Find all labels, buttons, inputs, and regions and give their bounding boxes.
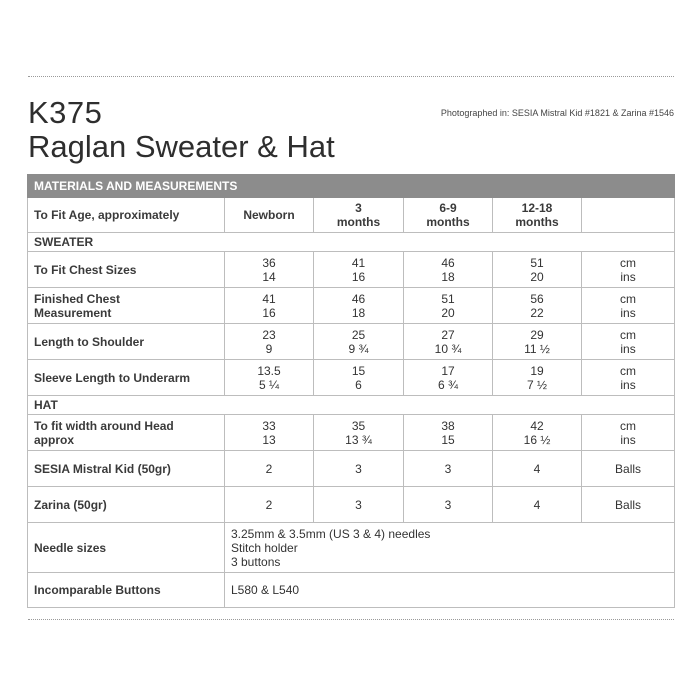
value-cell: 35 13 ¾	[314, 415, 404, 451]
value-cell: 25 9 ¾	[314, 324, 404, 360]
row-label: Length to Shoulder	[28, 324, 225, 360]
bottom-dotted-divider	[28, 619, 674, 620]
table-row	[28, 288, 675, 324]
unit-cell: Balls	[582, 451, 675, 487]
row-label: Sleeve Length to Underarm	[28, 360, 225, 396]
row-label: SESIA Mistral Kid (50gr)	[28, 451, 225, 487]
value-cell: 2	[225, 451, 314, 487]
value-cell: 51 20	[404, 288, 493, 324]
value-cell: 17 6 ¾	[404, 360, 493, 396]
row-label: Zarina (50gr)	[28, 487, 225, 523]
value-cell: 41 16	[314, 252, 404, 288]
value-cell: 36 14	[225, 252, 314, 288]
unit-header	[582, 198, 675, 233]
table-row	[28, 415, 675, 451]
table-band	[28, 175, 675, 198]
row-label: To fit width around Head approx	[28, 415, 225, 451]
value-cell: 4	[493, 487, 582, 523]
value-cell: 3	[314, 487, 404, 523]
row-label: To Fit Chest Sizes	[28, 252, 225, 288]
value-cell: 42 16 ½	[493, 415, 582, 451]
buttons-row	[28, 573, 675, 608]
value-cell: 41 16	[225, 288, 314, 324]
unit-cell: cm ins	[582, 415, 675, 451]
section-title-hat: HAT	[28, 396, 675, 415]
section-title-sweater: SWEATER	[28, 233, 675, 252]
value-cell: 29 11 ½	[493, 324, 582, 360]
needle-row	[28, 523, 675, 573]
table-row	[28, 451, 675, 487]
value-cell: 3	[404, 487, 493, 523]
materials-table	[27, 174, 675, 608]
value-cell: 3	[314, 451, 404, 487]
age-label: To Fit Age, approximately	[28, 198, 225, 233]
photographed-in-note: Photographed in: SESIA Mistral Kid #1821 & Zarina #1546	[440, 108, 674, 118]
section-row	[28, 233, 675, 252]
table-row	[28, 252, 675, 288]
unit-cell: cm ins	[582, 252, 675, 288]
row-label: Incomparable Buttons	[28, 573, 225, 608]
pattern-title: Raglan Sweater & Hat	[28, 129, 335, 164]
unit-cell: cm ins	[582, 324, 675, 360]
table-row	[28, 360, 675, 396]
value-cell: 33 13	[225, 415, 314, 451]
unit-cell: Balls	[582, 487, 675, 523]
pattern-code: K375	[28, 95, 103, 130]
value-cell: 27 10 ¾	[404, 324, 493, 360]
value-cell: 2	[225, 487, 314, 523]
value-cell: 15 6	[314, 360, 404, 396]
value-cell: 19 7 ½	[493, 360, 582, 396]
size-header: 6-9 months	[404, 198, 493, 233]
row-label: Finished Chest Measurement	[28, 288, 225, 324]
value-cell: 46 18	[314, 288, 404, 324]
unit-cell: cm ins	[582, 288, 675, 324]
value-cell: 13.5 5 ¼	[225, 360, 314, 396]
section-row	[28, 396, 675, 415]
top-dotted-divider	[28, 76, 674, 77]
value-cell: 3	[404, 451, 493, 487]
table-row	[28, 487, 675, 523]
size-header: Newborn	[225, 198, 314, 233]
unit-cell: cm ins	[582, 360, 675, 396]
value-cell: 38 15	[404, 415, 493, 451]
size-header: 12-18 months	[493, 198, 582, 233]
age-header-row	[28, 198, 675, 233]
value-cell: 4	[493, 451, 582, 487]
value-cell: 23 9	[225, 324, 314, 360]
buttons-value: L580 & L540	[225, 573, 675, 608]
value-cell: 56 22	[493, 288, 582, 324]
value-cell: 51 20	[493, 252, 582, 288]
value-cell: 46 18	[404, 252, 493, 288]
size-header: 3 months	[314, 198, 404, 233]
needle-sizes-value: 3.25mm & 3.5mm (US 3 & 4) needles Stitch holder 3 buttons	[225, 523, 675, 573]
title-block	[28, 96, 335, 164]
table-row	[28, 324, 675, 360]
band-title: MATERIALS AND MEASUREMENTS	[28, 175, 675, 198]
row-label: Needle sizes	[28, 523, 225, 573]
